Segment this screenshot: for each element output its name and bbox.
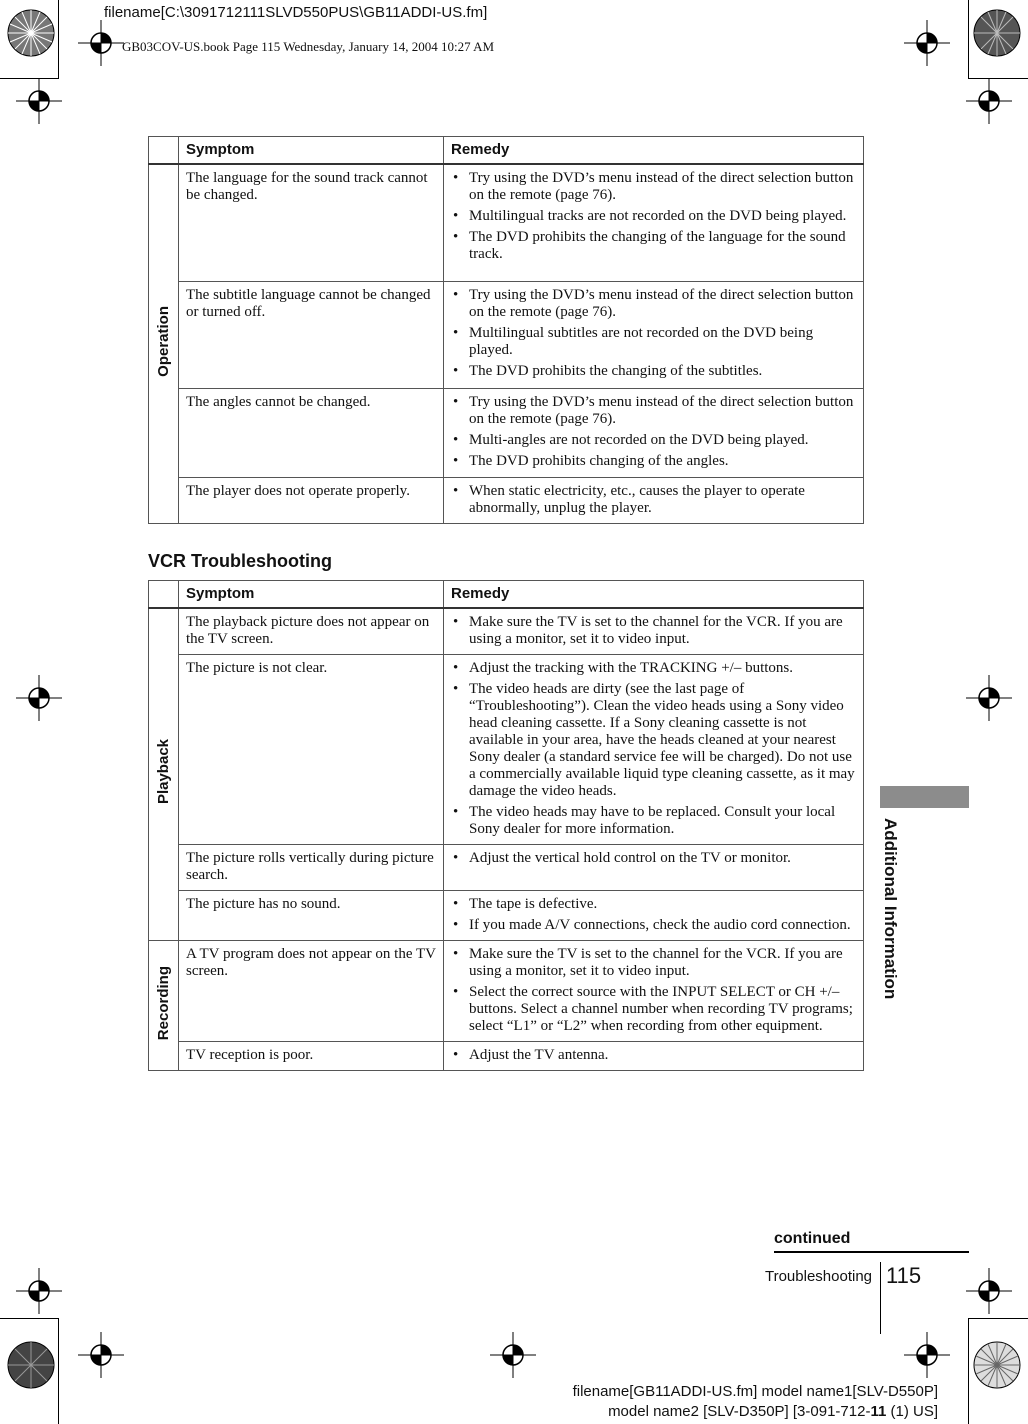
registration-mark-icon <box>904 20 950 66</box>
remedy-item: • Try using the DVD’s menu instead of the direct selection button on the remote (page 76). <box>451 394 857 428</box>
symptom-cell: The picture rolls vertically during picture search. <box>179 845 444 891</box>
table-header-row <box>149 137 864 165</box>
continued-label: continued <box>774 1230 851 1247</box>
table-row <box>149 941 864 1042</box>
registration-mark-icon <box>78 20 124 66</box>
remedy-item: • Adjust the TV antenna. <box>451 1047 857 1064</box>
symptom-cell: The subtitle language cannot be changed or turned off. <box>179 282 444 389</box>
table-row <box>149 478 864 524</box>
category-cell-recording <box>149 941 179 1071</box>
symptom-header: Symptom <box>179 581 444 609</box>
remedy-cell <box>444 941 864 1042</box>
remedy-item: • Make sure the TV is set to the channel for the VCR. If you are using a monitor, set it to video input. <box>451 946 857 980</box>
footer-divider <box>880 1262 881 1334</box>
section-thumb-tab <box>880 786 969 808</box>
model-filename-prefix: model name2 [SLV-D350P] [3-091-712- <box>608 1403 871 1420</box>
table-row <box>149 282 864 389</box>
model-filename-line1: filename[GB11ADDI-US.fm] model name1[SLV-D550P] <box>572 1383 938 1400</box>
footer-section-name: Troubleshooting <box>764 1268 872 1285</box>
remedy-item: • The DVD prohibits the changing of the language for the sound track. <box>451 229 857 263</box>
dvd-troubleshooting-table <box>148 136 864 524</box>
table-row <box>149 1042 864 1071</box>
model-filename-suffix: (1) US] <box>886 1403 938 1420</box>
symptom-cell: The language for the sound track cannot be changed. <box>179 164 444 282</box>
remedy-item: • When static electricity, etc., causes the player to operate abnormally, unplug the player. <box>451 483 857 517</box>
color-wheel-icon <box>972 1340 1022 1390</box>
remedy-item: • The tape is defective. <box>451 896 857 913</box>
registration-mark-icon <box>966 1268 1012 1314</box>
registration-mark-icon <box>16 78 62 124</box>
color-wheel-icon <box>972 8 1022 58</box>
source-filename: filename[C:\3091712111SLVD550PUS\GB11ADDI-US.fm] <box>104 4 488 21</box>
remedy-item: • If you made A/V connections, check the audio cord connection. <box>451 917 857 934</box>
remedy-header: Remedy <box>444 581 864 609</box>
symptom-cell: The angles cannot be changed. <box>179 389 444 478</box>
remedy-item: • Multilingual subtitles are not recorded on the DVD being played. <box>451 325 857 359</box>
table-row <box>149 608 864 655</box>
remedy-item: • Make sure the TV is set to the channel for the VCR. If you are using a monitor, set it to video input. <box>451 614 857 648</box>
category-label: Playback <box>155 739 172 805</box>
table-row <box>149 845 864 891</box>
symptom-cell: The picture has no sound. <box>179 891 444 941</box>
registration-mark-icon <box>16 1268 62 1314</box>
category-cell-operation <box>149 164 179 524</box>
registration-mark-icon <box>904 1332 950 1378</box>
table-header-row <box>149 581 864 609</box>
remedy-item: • The DVD prohibits the changing of the subtitles. <box>451 363 857 380</box>
remedy-cell <box>444 891 864 941</box>
remedy-item: • The DVD prohibits changing of the angles. <box>451 453 857 470</box>
section-side-label <box>870 818 910 1020</box>
table-row <box>149 164 864 282</box>
remedy-item: • Adjust the tracking with the TRACKING +/– buttons. <box>451 660 857 677</box>
symptom-cell: The player does not operate properly. <box>179 478 444 524</box>
table-row <box>149 891 864 941</box>
vcr-troubleshooting-table <box>148 580 864 1071</box>
model-filename-version: 11 <box>870 1403 887 1420</box>
remedy-item: • Adjust the vertical hold control on the TV or monitor. <box>451 850 857 867</box>
remedy-item: • The video heads may have to be replaced. Consult your local Sony dealer for more information. <box>451 804 857 838</box>
remedy-cell <box>444 655 864 845</box>
remedy-cell <box>444 608 864 655</box>
remedy-item: • Select the correct source with the INPUT SELECT or CH +/– buttons. Select a channel number when recording TV programs; select “L1” or “L2” when recording from other equipment. <box>451 984 857 1035</box>
category-label: Operation <box>155 306 172 377</box>
table-row <box>149 389 864 478</box>
color-wheel-icon <box>6 8 56 58</box>
registration-mark-icon <box>966 675 1012 721</box>
remedy-header: Remedy <box>444 137 864 165</box>
remedy-cell <box>444 478 864 524</box>
table-row <box>149 655 864 845</box>
remedy-item: • Multilingual tracks are not recorded on the DVD being played. <box>451 208 857 225</box>
remedy-cell <box>444 164 864 282</box>
model-filename <box>573 1382 938 1422</box>
category-cell-playback <box>149 608 179 941</box>
remedy-item: • The video heads are dirty (see the last page of “Troubleshooting”). Clean the video heads using a Sony video head cleaning cassette. If a Sony cleaning cassette is not available in your area, have the heads cleaned at your nearest Sony dealer (a standard service fee will be charged). Do not use a commercially available liquid type cleaning cassette, as it may damage the video heads. <box>451 681 857 800</box>
section-heading: VCR Troubleshooting <box>148 551 332 571</box>
category-header <box>149 137 179 165</box>
registration-mark-icon <box>16 675 62 721</box>
symptom-cell: The playback picture does not appear on the TV screen. <box>179 608 444 655</box>
page-number: 115 <box>886 1263 922 1288</box>
symptom-cell: The picture is not clear. <box>179 655 444 845</box>
remedy-cell <box>444 1042 864 1071</box>
model-filename-line2 <box>573 1402 938 1422</box>
category-header <box>149 581 179 609</box>
remedy-item: • Multi-angles are not recorded on the DVD being played. <box>451 432 857 449</box>
continued-rule <box>774 1251 969 1253</box>
registration-mark-icon <box>966 78 1012 124</box>
remedy-cell <box>444 282 864 389</box>
registration-mark-icon <box>490 1332 536 1378</box>
color-wheel-icon <box>6 1340 56 1390</box>
symptom-header: Symptom <box>179 137 444 165</box>
symptom-cell: TV reception is poor. <box>179 1042 444 1071</box>
symptom-cell: A TV program does not appear on the TV screen. <box>179 941 444 1042</box>
remedy-item: • Try using the DVD’s menu instead of the direct selection button on the remote (page 76). <box>451 287 857 321</box>
section-side-label-text: Additional Information <box>881 818 900 1000</box>
remedy-cell <box>444 845 864 891</box>
remedy-item: • Try using the DVD’s menu instead of the direct selection button on the remote (page 76). <box>451 170 857 204</box>
book-info: GB03COV-US.book Page 115 Wednesday, January 14, 2004 10:27 AM <box>122 39 495 54</box>
remedy-cell <box>444 389 864 478</box>
registration-mark-icon <box>78 1332 124 1378</box>
category-label: Recording <box>155 965 172 1041</box>
